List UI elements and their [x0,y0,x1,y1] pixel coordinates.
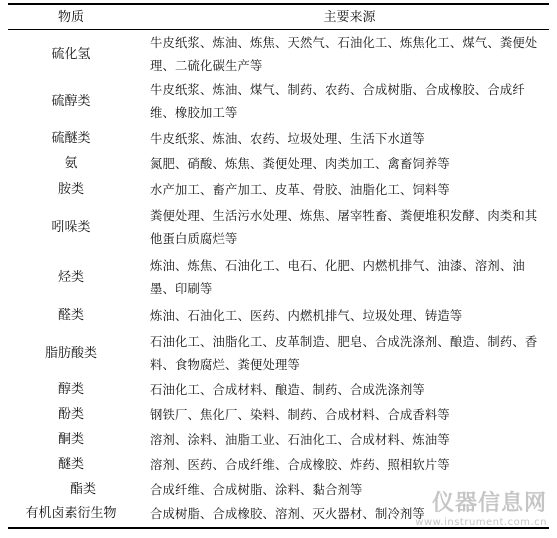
source-cell: 溶剂、涂料、油脂工业、石油化工、合成材料、炼油等 [150,433,450,447]
source-cell: 钢铁厂、焦化厂、染料、制药、合成材料、合成香料等 [150,408,450,422]
substance-cell: 脂肪酸类 [44,346,97,361]
table-row [8,153,549,176]
table-header-rule [8,29,549,30]
table-row [8,128,549,151]
table-row [8,305,549,328]
table-bottom-rule [8,527,549,529]
substance-cell: 硫醇类 [51,94,91,109]
substance-cell: 醚类 [57,457,84,472]
table-top-rule [8,3,549,5]
table-row [8,379,549,402]
watermark-brand: 仪器信息网 [431,491,547,516]
source-cell: 石油化工、油脂化工、皮革制造、肥皂、合成洗涤剂、酿造、制药、香料、食物腐烂、粪便处理等 [150,335,538,372]
table-row [8,79,549,125]
table-row [8,454,549,477]
substance-cell: 吲哚类 [51,220,91,235]
source-cell: 合成树脂、合成橡胶、溶剂、灭火器材、制冷剂等 [150,507,425,521]
table-row [8,205,549,251]
source-cell: 石油化工、合成材料、酿造、制药、合成洗涤剂等 [150,383,425,397]
table-row [8,429,549,452]
source-cell: 炼油、炼焦、石油化工、电石、化肥、内燃机排气、油漆、溶剂、油墨、印刷等 [150,259,525,296]
table-row [8,331,549,377]
source-cell: 牛皮纸浆、炼油、煤气、制药、农药、合成树脂、合成橡胶、合成纤维、橡胶加工等 [150,83,525,120]
substance-cell: 胺类 [57,182,84,197]
table-row [8,503,549,526]
source-cell: 牛皮纸浆、炼油、农药、垃圾处理、生活下水道等 [150,132,425,146]
substance-cell: 硫化氢 [51,47,91,62]
watermark-url: www.instrument.com.cn [415,517,547,528]
source-cell: 牛皮纸浆、炼油、炼焦、天然气、石油化工、炼焦化工、煤气、粪便处理、二硫化碳生产等 [150,36,538,73]
source-cell: 溶剂、医药、合成纤维、合成橡胶、炸药、照相软片等 [150,458,450,472]
source-cell: 粪便处理、生活污水处理、炼焦、屠宰牲畜、粪便堆积发酵、肉类和其他蛋白质腐烂等 [150,209,538,246]
source-cell: 炼油、石油化工、医药、内燃机排气、垃圾处理、铸造等 [150,309,463,323]
source-cell: 水产加工、畜产加工、皮革、骨胶、油脂化工、饲料等 [150,183,450,197]
substance-cell: 有机卤素衍生物 [25,506,117,521]
substance-cell: 酯类 [69,482,96,497]
source-cell: 氮肥、硝酸、炼焦、粪便处理、肉类加工、禽畜饲养等 [150,157,450,171]
substance-cell: 醛类 [57,308,84,323]
substance-cell: 烃类 [57,270,84,285]
table-row [8,404,549,427]
substance-cell: 氨 [64,156,78,171]
source-cell: 合成纤维、合成树脂、涂料、黏合剂等 [150,483,363,497]
substance-cell: 硫醚类 [51,131,91,146]
substance-cell: 酮类 [57,432,84,447]
substance-cell: 醇类 [57,382,84,397]
header-substance: 物质 [57,10,84,25]
substance-cell: 酚类 [57,407,84,422]
table-row [8,179,549,202]
table-row [8,255,549,301]
table-row [8,479,549,502]
table-row [8,32,549,78]
header-source: 主要来源 [323,10,376,25]
